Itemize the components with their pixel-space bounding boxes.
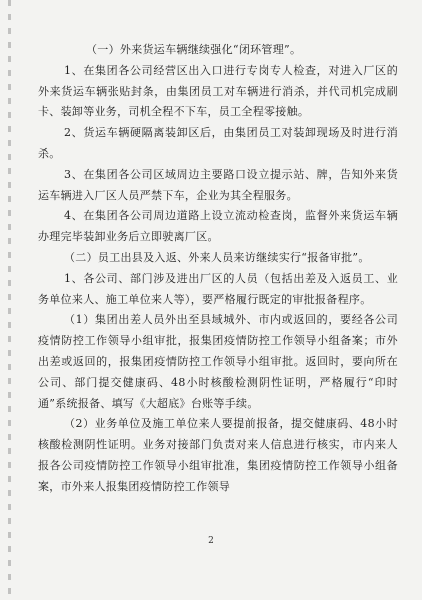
paragraph-2-1: 1、各公司、部门涉及进出厂区的人员（包括出差及入返员工、业务单位来人、施工单位来人等），要严格履行既定的审批报备程序。 <box>38 271 398 306</box>
page-number: 2 <box>208 536 214 546</box>
binding-edge <box>8 0 11 600</box>
paragraph-1-2: 2、货运车辆硬隔离装卸区后，由集团员工对装卸现场及时进行消杀。 <box>38 126 398 160</box>
paragraph-2-3: （2）业务单位及施工单位来人要提前报备，提交健康码、48小时核酸检测阴性证明。业务对接部门负责对来人信息进行核实，市内来人报各公司疫情防控工作领导小组审批准，集团疫情防控工作领导小组备案，市外来人报集团疫情防控工作领导 <box>38 417 398 493</box>
section-heading-2: （二）员工出县及入返、外来人员来访继续实行“报备审批”。 <box>64 250 370 264</box>
paragraph-1-4: 4、在集团各公司周边道路上设立流动检查岗，监督外来货运车辆办理完毕装卸业务后立即驶离厂区。 <box>38 209 398 244</box>
paragraph-2-2: （1）集团出差人员外出至县域城外、市内或返回的，要经各公司疫情防控工作领导小组审批，报集团疫情防控工作领导小组备案；市外出差或返回的，报集团疫情防控工作领导小组审批。返回时，要向所在公司、部门提交健康码、48小时核酸检测阴性证明，严格履行“印时通”系统报备、填写《大超底》台账等手续。 <box>38 313 398 410</box>
section-heading-1: （一）外来货运车辆继续强化“闭环管理”。 <box>86 43 302 56</box>
paragraph-1-1: 1、在集团各公司经营区出入口进行专岗专人检查，对进入厂区的外来货运车辆张贴封条，由集团员工对车辆进行消杀，并代司机完成刷卡、装卸等业务，司机全程不下车，员工全程零接触。 <box>38 63 398 119</box>
document-body <box>38 40 398 498</box>
paragraph-1-3: 3、在集团各公司区域周边主要路口设立提示站、牌，告知外来货运车辆进入厂区人员严禁下车，企业为其全程服务。 <box>38 167 398 202</box>
